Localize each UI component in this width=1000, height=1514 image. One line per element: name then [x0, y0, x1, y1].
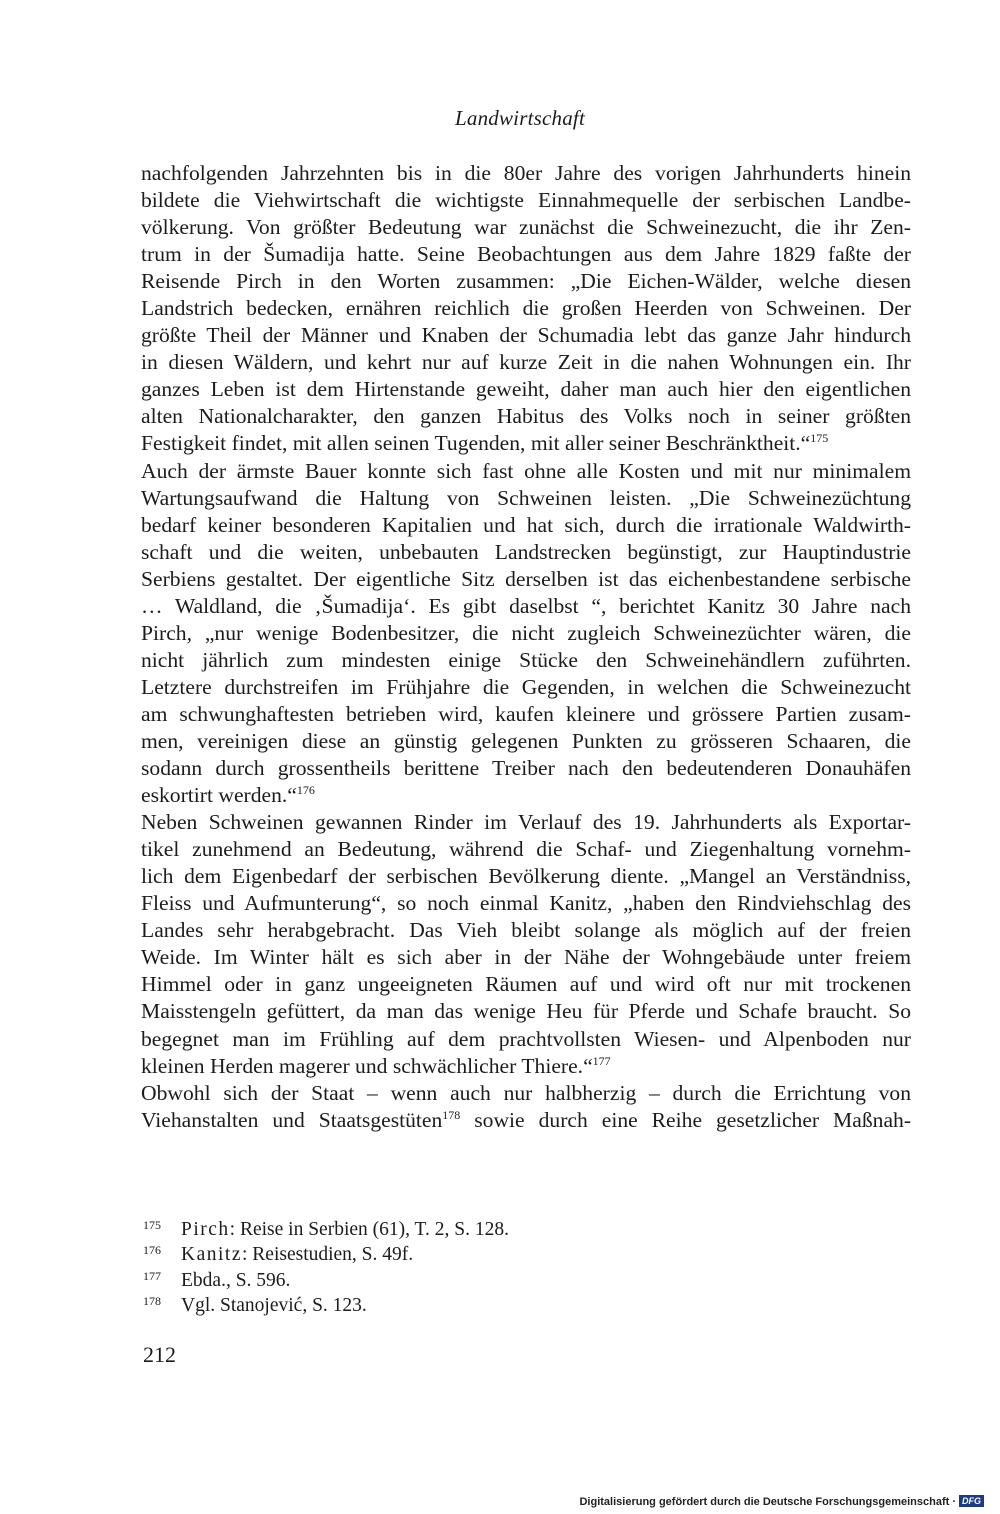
text-line-content: bildete die Viehwirtschaft die wichtigste Einnahmequelle der serbischen Landbe- [141, 188, 911, 213]
text-line-content: Reisende Pirch in den Worten zusammen: „Die Eichen-Wälder, welche diesen [141, 269, 911, 294]
text-line [141, 647, 911, 674]
text-line [141, 512, 911, 539]
text-line [141, 593, 911, 620]
text-line [141, 214, 911, 241]
text-line-content: begegnet man im Frühling auf dem prachtvollsten Wiesen- und Alpenboden nur [141, 1026, 911, 1051]
footnote-author: Pirch [181, 1219, 230, 1240]
text-line-content: Landstrich bedecken, ernähren reichlich die großen Heerden von Schweinen. Der [141, 296, 911, 321]
page-number: 212 [143, 1342, 176, 1367]
text-line [141, 376, 911, 403]
text-line-content: bedarf keiner besonderen Kapitalien und hat sich, durch die irrationale Waldwirth- [141, 512, 911, 537]
text-line-content: Obwohl sich der Staat – wenn auch nur halbherzig – durch die Errichtung von [141, 1080, 911, 1105]
text-line-content: Landes sehr herabgebracht. Das Vieh bleibt solange als möglich auf der freien [141, 918, 911, 943]
text-line-content: Serbiens gestaltet. Der eigentliche Sitz derselben ist das eichenbestandene serbische [141, 566, 911, 591]
dfg-logo-icon: DFG [959, 1495, 984, 1507]
text-line-content: trum in der Šumadija hatte. Seine Beobachtungen aus dem Jahre 1829 faßte der [141, 242, 911, 267]
footnote: 177 Ebda., S. 596. [143, 1268, 291, 1291]
text-line [141, 458, 911, 485]
text-line-content: schaft und die weiten, unbebauten Landstrecken begünstigt, zur Hauptindustrie [141, 539, 911, 564]
text-line-content: Letztere durchstreifen im Frühjahre die Gegenden, in welchen die Schweinezucht [141, 674, 911, 699]
text-line-content: größte Theil der Männer und Knaben der Schumadia lebt das ganze Jahr hindurch [141, 323, 911, 348]
text-line [141, 403, 911, 430]
footnote-text: Ebda., S. 596. [181, 1269, 291, 1291]
text-line [141, 160, 911, 187]
text-line-content: ganzes Leben ist dem Hirtenstande geweiht, daher man auch hier den eigentlichen [141, 377, 911, 402]
text-line-content: men, vereinigen diese an günstig gelegenen Punkten zu grösseren Schaaren, die [141, 728, 911, 753]
text-line-content: alten Nationalcharakter, den ganzen Habitus des Volks noch in seiner größten [141, 404, 911, 429]
text-line [141, 890, 911, 917]
text-line [141, 674, 911, 701]
text-line-content: Auch der ärmste Bauer konnte sich fast ohne alle Kosten und mit nur minimalem [141, 458, 911, 483]
text-line-content: Wartungsaufwand die Haltung von Schweinen leisten. „Die Schweinezüchtung [141, 485, 911, 510]
digitization-credit [579, 1495, 984, 1508]
text-line-content: völkerung. Von größter Bedeutung war zunächst die Schweinezucht, die ihr Zen- [141, 215, 911, 240]
footnote-reference: 176 [296, 783, 315, 798]
text-line-content: Neben Schweinen gewannen Rinder im Verlauf des 19. Jahrhunderts als Exportar- [141, 810, 911, 835]
text-line-content: Pirch, „nur wenige Bodenbesitzer, die nicht zugleich Schweinezüchter wären, die [141, 620, 911, 645]
text-line-content: nachfolgenden Jahrzehnten bis in die 80er Jahre des vorigen Jahrhunderts hinein [141, 161, 911, 185]
text-line [141, 809, 911, 836]
text-line-content: Maisstengeln gefüttert, da man das wenige Heu für Pferde und Schafe braucht. So [141, 999, 911, 1024]
text-line [141, 1107, 911, 1134]
text-line [141, 295, 911, 322]
text-line [141, 430, 911, 457]
text-line-content: Weide. Im Winter hält es sich aber in der Nähe der Wohngebäude unter freiem [141, 945, 911, 970]
text-line-content: nicht jährlich zum mindesten einige Stücke den Schweinehändlern zuführten. [141, 647, 911, 672]
text-line [141, 539, 911, 566]
text-line [141, 566, 911, 593]
footnote-reference: 177 [592, 1053, 611, 1068]
text-line-content: tikel zunehmend an Bedeutung, während die Schaf- und Ziegenhaltung vornehm- [141, 837, 911, 862]
text-line [141, 836, 911, 863]
text-line [141, 998, 911, 1025]
text-line [141, 971, 911, 998]
text-line [141, 755, 911, 782]
text-line [141, 349, 911, 376]
footnote: 178 Vgl. Stanojević, S. 123. [143, 1293, 367, 1316]
text-line-content: am schwunghaftesten betrieben wird, kaufen kleinere und grössere Partien zusam- [141, 701, 911, 726]
text-line [141, 1053, 911, 1080]
footnote-author: Kanitz [181, 1244, 242, 1266]
text-line [141, 1080, 911, 1107]
text-line [141, 1026, 911, 1053]
text-line-content: … Waldland, die ‚Šumadija‘. Es gibt daselbst “, berichtet Kanitz 30 Jahre nach [141, 593, 911, 618]
text-line [141, 917, 911, 944]
text-line [141, 187, 911, 214]
text-line-content: kleinen Herden magerer und schwächlicher Thiere.“ [141, 1053, 593, 1078]
digitization-credit-text: Digitalisierung gefördert durch die Deutsche Forschungsgemeinschaft · [579, 1496, 956, 1508]
text-line-content: Himmel oder in ganz ungeeigneten Räumen auf und wird oft nur mit trockenen [141, 972, 911, 997]
text-line [141, 268, 911, 295]
text-line [141, 241, 911, 268]
running-head: Landwirtschaft [455, 106, 585, 130]
text-line [141, 863, 911, 890]
text-line-content: Viehanstalten und Staatsgestüten [141, 1107, 443, 1132]
text-line [141, 620, 911, 647]
text-line [141, 782, 911, 809]
text-line-continuation: sowie durch eine Reihe gesetzlicher Maßnah- [460, 1107, 912, 1132]
footnote-text: Vgl. Stanojević, S. 123. [181, 1294, 367, 1316]
text-line-content: lich dem Eigenbedarf der serbischen Bevölkerung diente. „Mangel an Verständniss, [141, 864, 911, 889]
text-line [141, 701, 911, 728]
text-line [141, 728, 911, 755]
text-line [141, 485, 911, 512]
footnote-text: : Reise in Serbien (61), T. 2, S. 128. [229, 1219, 509, 1240]
footnote-text: : Reisestudien, S. 49f. [241, 1244, 414, 1266]
text-line-content: sodann durch grossentheils berittene Treiber nach den bedeutenderen Donauhäfen [141, 756, 911, 781]
text-line-content: eskortirt werden.“ [141, 783, 297, 808]
text-line-content: Festigkeit findet, mit allen seinen Tugenden, mit aller seiner Beschränktheit.“ [141, 431, 811, 456]
footnote: 176 Kanitz: Reisestudien, S. 49f. [143, 1243, 414, 1266]
footnote: 175 Pirch: Reise in Serbien (61), T. 2, S. 128. [143, 1218, 509, 1240]
footnote-reference: 175 [810, 431, 829, 446]
footnotes [143, 1217, 643, 1318]
footnote-reference: 178 [442, 1107, 461, 1122]
text-line-content: Fleiss und Aufmunterung“, so noch einmal Kanitz, „haben den Rindviehschlag des [141, 891, 911, 916]
text-line [141, 322, 911, 349]
body-text [141, 160, 911, 1134]
text-line [141, 944, 911, 971]
text-line-content: in diesen Wäldern, und kehrt nur auf kurze Zeit in die nahen Wohnungen ein. Ihr [141, 350, 911, 375]
